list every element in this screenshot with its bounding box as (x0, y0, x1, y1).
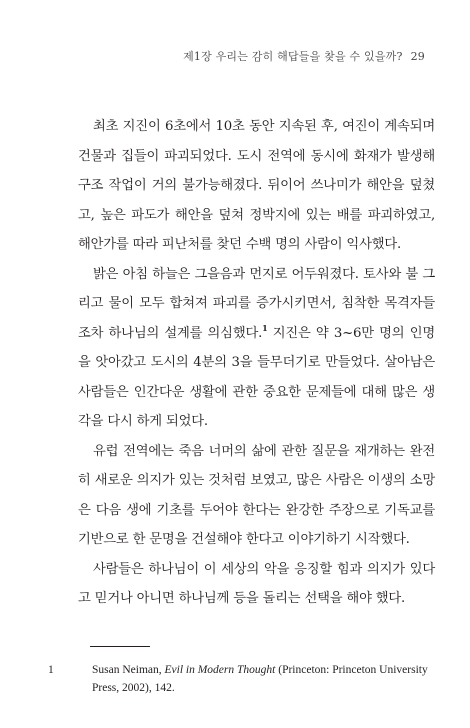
footnote-divider (90, 646, 150, 647)
page-number: 29 (410, 50, 425, 63)
paragraph-2-text-after: 지진은 약 3~6만 명의 인명을 앗아갔고 도시의 4분의 3을 들무더기로 만들었다. 살아남은 사람들은 인간다운 생활에 관한 중요한 문제들에 대해 많은 생각을 다시 하게 되었다. (78, 325, 435, 429)
chapter-title: 제1장 우리는 감히 해답들을 찾을 수 있을까? (183, 50, 403, 63)
paragraph-1: 최초 지진이 6초에서 10초 동안 지속된 후, 여진이 계속되며 건물과 집들이 파괴되었다. 도시 전역에 동시에 화재가 발생해 구조 작업이 거의 불가능해졌다. 뒤이어 쓰나미가 해안을 덮쳤고, 높은 파도가 해안을 덮쳐 정박지에 있는 배를 파괴하였고, 해안가를 따라 피난처를 찾던 수백 명의 사람이 익사했다. (78, 119, 435, 252)
body-text (78, 112, 435, 614)
footnote-publication: (Princeton: Princeton University Press, 2002), 142. (92, 664, 428, 694)
footnote (48, 661, 438, 697)
paragraph-4: 사람들은 하나님이 이 세상의 악을 응징할 힘과 의지가 있다고 믿거나 아니면 하나님께 등을 돌리는 선택을 해야 했다. (78, 561, 435, 606)
paragraph-3: 유럽 전역에는 죽음 너머의 삶에 관한 질문을 재개하는 완전히 새로운 의지가 있는 것처럼 보였고, 많은 사람은 이생의 소망은 다음 생에 기초를 두어야 한다는 완강한 주장으로 기독교를 기반으로 한 문명을 건설해야 한다고 이야기하기 시작했다. (78, 443, 435, 547)
footnote-author: Susan Neiman, (92, 664, 165, 676)
running-header (183, 48, 425, 64)
footnote-text (92, 661, 438, 697)
footnote-number: 1 (48, 664, 54, 676)
paragraph-2 (78, 260, 435, 437)
footnote-book-title: Evil in Modern Thought (164, 664, 276, 676)
paragraph-2-text-before: 밝은 아침 하늘은 그을음과 먼지로 어두워졌다. 토사와 불 그리고 물이 모두 합쳐져 파괴를 증가시키면서, 침착한 목격자들조차 하나님의 설계를 의심했다. (78, 266, 435, 341)
footnote-reference: 1 (262, 322, 268, 333)
